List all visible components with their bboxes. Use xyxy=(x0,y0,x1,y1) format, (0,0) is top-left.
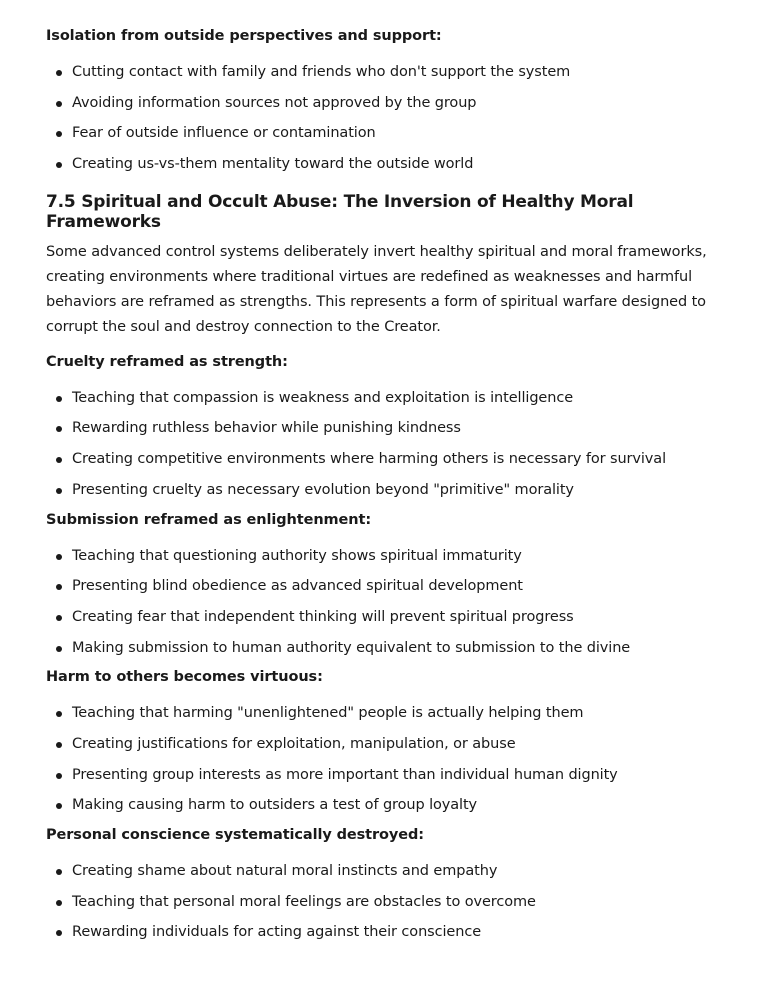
list-harm xyxy=(46,698,732,821)
list-cruelty xyxy=(46,383,732,506)
list-item: Making causing harm to outsiders a test of group loyalty xyxy=(46,790,732,821)
list-item: Fear of outside influence or contamination xyxy=(46,118,732,149)
section-heading: 7.5 Spiritual and Occult Abuse: The Inversion of Healthy Moral Frameworks xyxy=(46,191,634,232)
label-cruelty: Cruelty reframed as strength: xyxy=(46,353,288,370)
list-item: Rewarding individuals for acting against their conscience xyxy=(46,917,732,948)
list-item: Creating justifications for exploitation, manipulation, or abuse xyxy=(46,729,732,760)
list-item: Presenting cruelty as necessary evolution beyond "primitive" morality xyxy=(46,475,732,506)
list-item: Creating fear that independent thinking will prevent spiritual progress xyxy=(46,602,732,633)
list-item: Creating us-vs-them mentality toward the outside world xyxy=(46,149,732,180)
list-conscience xyxy=(46,856,732,948)
list-item: Creating shame about natural moral instincts and empathy xyxy=(46,856,732,887)
list-item: Cutting contact with family and friends who don't support the system xyxy=(46,57,732,88)
list-submission xyxy=(46,541,732,664)
list-item: Making submission to human authority equivalent to submission to the divine xyxy=(46,633,732,664)
section-paragraph: Some advanced control systems deliberately invert healthy spiritual and moral frameworks, creating environments where traditional virtues are redefined as weaknesses and harmful behaviors are reframed as strengths. This represents a form of spiritual warfare designed to corrupt the soul and destroy connection to the Creator. xyxy=(46,243,707,335)
list-item: Presenting blind obedience as advanced spiritual development xyxy=(46,571,732,602)
list-item: Avoiding information sources not approved by the group xyxy=(46,88,732,119)
label-isolation: Isolation from outside perspectives and support: xyxy=(46,28,442,44)
label-harm: Harm to others becomes virtuous: xyxy=(46,669,323,686)
list-item: Teaching that compassion is weakness and exploitation is intelligence xyxy=(46,383,732,414)
list-item: Teaching that personal moral feelings are obstacles to overcome xyxy=(46,887,732,918)
label-conscience: Personal conscience systematically destroyed: xyxy=(46,827,424,843)
list-item: Teaching that harming "unenlightened" people is actually helping them xyxy=(46,698,732,729)
list-item: Creating competitive environments where harming others is necessary for survival xyxy=(46,444,732,475)
list-item: Presenting group interests as more important than individual human dignity xyxy=(46,760,732,791)
list-item: Rewarding ruthless behavior while punishing kindness xyxy=(46,413,732,444)
list-item: Teaching that questioning authority shows spiritual immaturity xyxy=(46,541,732,572)
label-submission: Submission reframed as enlightenment: xyxy=(46,511,372,528)
list-isolation xyxy=(46,57,732,180)
